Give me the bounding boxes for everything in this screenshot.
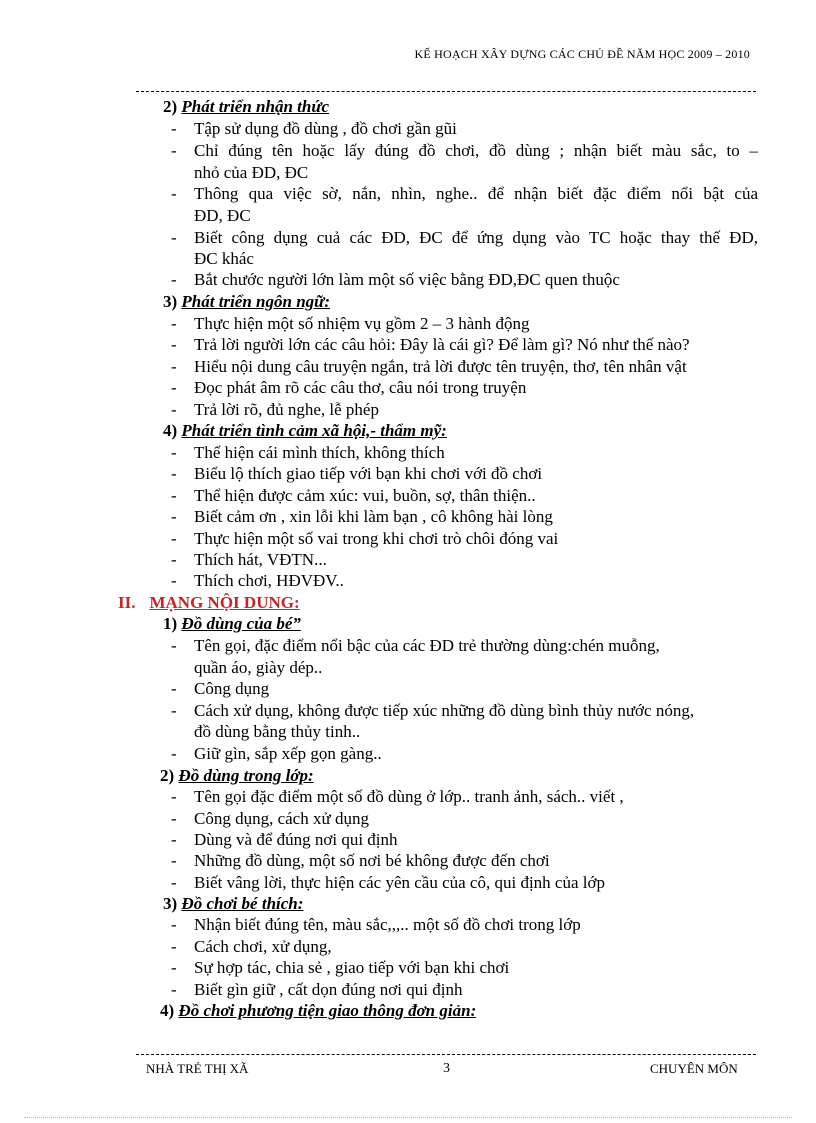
footer-left: NHÀ TRẺ THỊ XÃ bbox=[146, 1061, 249, 1076]
section-number: 4) bbox=[163, 421, 178, 440]
topic-heading-classroom-things bbox=[160, 765, 314, 786]
section-title: Phát triển ngôn ngữ: bbox=[181, 292, 331, 311]
topic-heading-transport-toys bbox=[160, 1000, 476, 1021]
topic-number: 3) bbox=[163, 894, 178, 913]
section-heading-social-aesthetic bbox=[163, 420, 447, 441]
header-rule bbox=[136, 91, 756, 92]
section-title: Phát triển nhận thức bbox=[181, 97, 330, 116]
topic-title: Đồ chơi phương tiện giao thông đơn giản: bbox=[178, 1001, 477, 1020]
section-heading-language bbox=[163, 291, 330, 312]
topic-heading-my-things bbox=[163, 613, 301, 634]
part-heading-content-network bbox=[118, 592, 300, 613]
topic-number: 1) bbox=[163, 614, 178, 633]
page-bottom-dotted-line bbox=[24, 1117, 792, 1118]
part-number: II. bbox=[118, 593, 136, 612]
section-heading-cognitive bbox=[163, 96, 329, 117]
topic-title: Đồ dùng của bé” bbox=[181, 614, 301, 633]
section-number: 3) bbox=[163, 292, 178, 311]
part-title: MẠNG NỘI DUNG: bbox=[149, 593, 300, 612]
topic-title: Đồ chơi bé thích: bbox=[181, 894, 304, 913]
footer-rule bbox=[136, 1054, 756, 1055]
page-number: 3 bbox=[443, 1061, 450, 1076]
topic-number: 2) bbox=[160, 766, 175, 785]
section-number: 2) bbox=[163, 97, 178, 116]
footer-right: CHUYÊN MÔN bbox=[650, 1061, 738, 1076]
page-header-title: KẾ HOẠCH XÂY DỰNG CÁC CHỦ ĐỀ NĂM HỌC 2009 – 2010 bbox=[414, 47, 750, 61]
topic-heading-favorite-toys bbox=[163, 893, 303, 914]
section-title: Phát triển tình cảm xã hội,- thẩm mỹ: bbox=[181, 421, 447, 440]
topic-number: 4) bbox=[160, 1001, 175, 1020]
topic-title: Đồ dùng trong lớp: bbox=[178, 766, 314, 785]
